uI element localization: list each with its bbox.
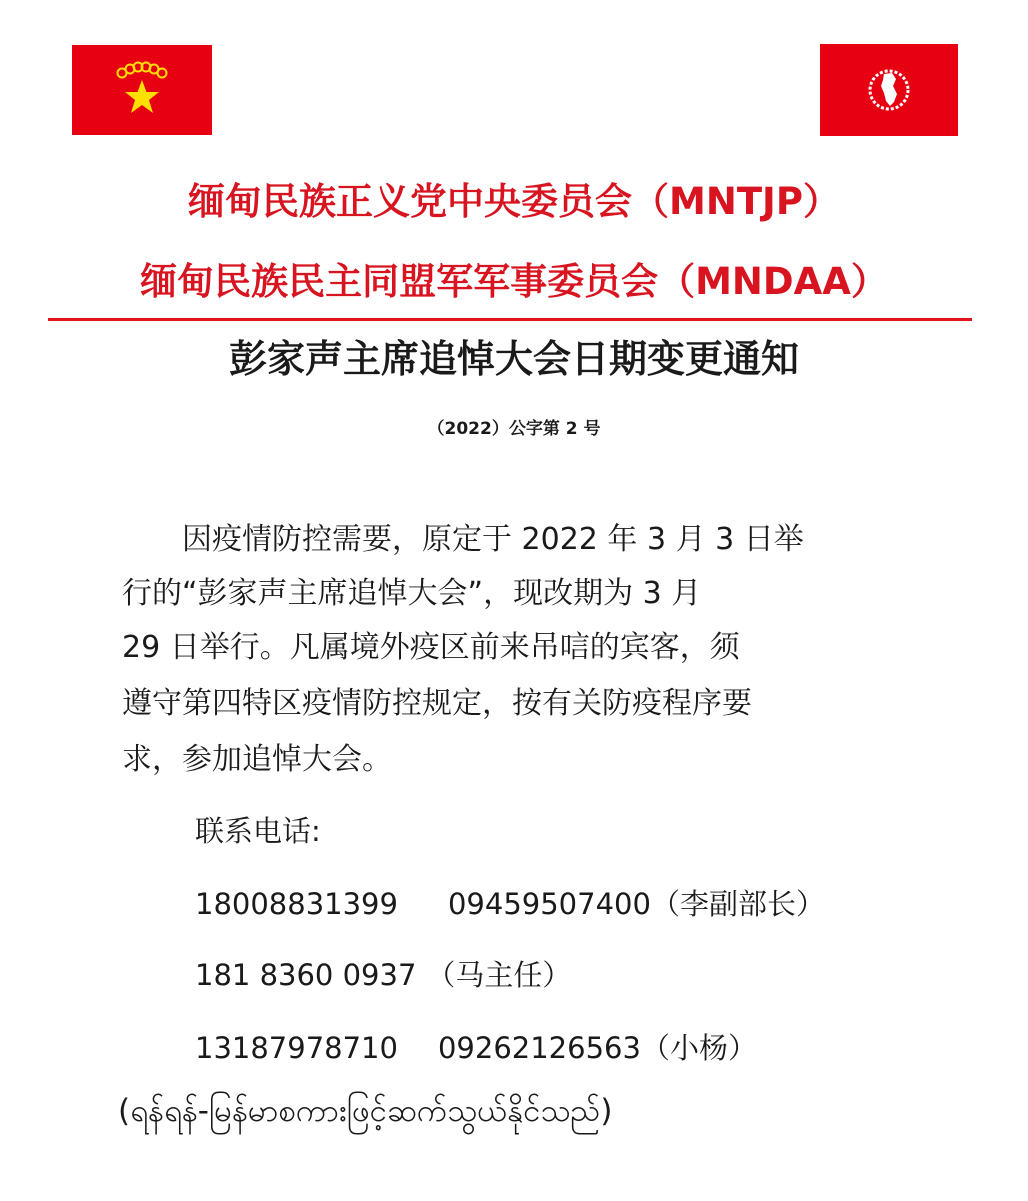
body-line: 因疫情防控需要，原定于 2022 年 3 月 3 日举 [182,522,804,557]
body-line: 29 日举行。凡属境外疫区前来吊唁的宾客，须 [122,630,740,665]
notice-title: 彭家声主席追悼大会日期变更通知 [228,337,799,381]
star-rings-emblem-icon [72,45,212,135]
org-name-mndaa: 缅甸民族民主同盟军军事委员会（MNDAA） [140,260,888,303]
body-line: 遵守第四特区疫情防控规定，按有关防疫程序要 [122,686,752,721]
body-line: 行的“彭家声主席追悼大会”，现改期为 3 月 [122,576,702,611]
contact-row [195,1028,757,1068]
org-name-mntjp: 缅甸民族正义党中央委员会（MNTJP） [188,180,840,223]
body-line: 求，参加追悼大会。 [122,742,392,777]
contact-label: 联系电话: [195,814,321,848]
phone-number: 13187978710 [195,1031,398,1065]
contact-name: （马主任） [426,958,572,992]
phone-number: 18008831399 [195,887,398,921]
phone-number: 09459507400 [447,887,651,921]
mntjp-flag [72,45,212,135]
contact-name: （小杨） [640,1031,757,1065]
contact-row [195,884,825,924]
contact-name: （李副部长） [650,887,825,921]
document-number: （2022）公字第 2 号 [427,419,601,439]
phone-number: 181 8360 0937 [195,958,417,992]
burmese-contact-note: (ရန်ရန်-မြန်မာစကားဖြင့်ဆက်သွယ်နိုင်သည်) [118,1093,613,1129]
header-divider [48,318,972,321]
map-emblem-icon [820,44,958,136]
mndaa-flag [820,44,958,136]
phone-number: 09262126563 [437,1031,641,1065]
contact-row [195,955,571,995]
